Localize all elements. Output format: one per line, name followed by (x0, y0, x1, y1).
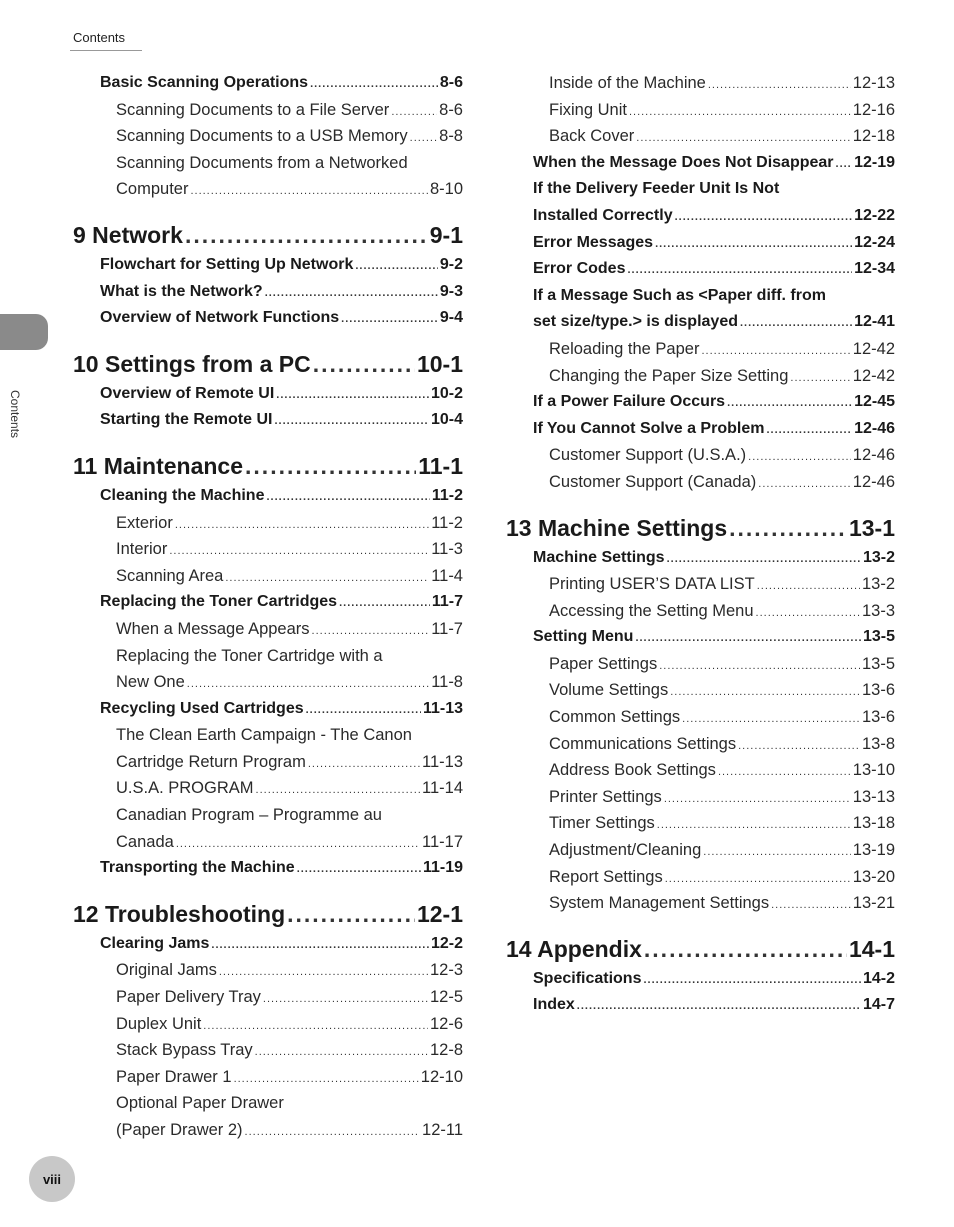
toc-entry-page: 13-5 (862, 628, 895, 646)
dot-leader (727, 389, 852, 417)
toc-section[interactable] (73, 252, 463, 279)
toc-chapter[interactable] (73, 449, 463, 483)
dot-leader (758, 469, 851, 498)
toc-subsection[interactable] (506, 336, 895, 363)
toc-entry-title: Address Book Settings (549, 761, 716, 780)
toc-entry-page: 14-7 (862, 996, 895, 1014)
toc-entry-page: 12-18 (852, 127, 895, 146)
dot-leader (635, 624, 861, 652)
toc-entry-title: Accessing the Setting Menu (549, 601, 754, 620)
toc-entry-page: 11-13 (422, 752, 463, 771)
toc-subsection-title (73, 643, 463, 670)
toc-subsection-title (73, 1090, 463, 1117)
toc-entry-page: 11-13 (422, 699, 463, 717)
toc-subsection[interactable] (506, 731, 895, 758)
toc-entry-page: 13-1 (848, 514, 895, 541)
dot-leader (655, 230, 852, 258)
toc-section[interactable] (73, 305, 463, 332)
toc-section[interactable] (506, 309, 895, 336)
toc-entry-title: Common Settings (549, 708, 681, 727)
toc-subsection[interactable] (73, 616, 463, 643)
toc-subsection-title (73, 722, 463, 749)
toc-subsection[interactable] (73, 749, 463, 776)
toc-entry-page: 11-4 (431, 566, 463, 585)
toc-subsection[interactable] (506, 890, 895, 917)
dot-leader (203, 1011, 428, 1040)
toc-section[interactable] (506, 230, 895, 257)
toc-entry-page: 11-7 (431, 619, 463, 638)
toc-entry-page: 12-46 (852, 472, 895, 491)
toc-chapter[interactable] (73, 218, 463, 252)
toc-entry-title: Scanning Documents to a File Server (116, 100, 390, 119)
toc-section[interactable] (73, 407, 463, 434)
dot-leader (312, 616, 430, 645)
toc-subsection[interactable] (73, 957, 463, 984)
toc-entry-page: 12-6 (429, 1014, 463, 1033)
dot-leader (306, 696, 421, 724)
toc-entry-title: Clearing Jams (100, 934, 210, 952)
toc-entry-page: 12-3 (429, 961, 463, 980)
toc-entry-title: Flowchart for Setting Up Network (100, 255, 354, 273)
dot-leader (169, 536, 429, 565)
toc-entry-page: 12-11 (422, 1121, 463, 1139)
toc-subsection[interactable] (73, 510, 463, 537)
toc-entry-title: 13 Machine Settings (506, 514, 728, 541)
toc-subsection[interactable] (506, 757, 895, 784)
dot-leader (339, 589, 430, 617)
toc-section[interactable] (506, 203, 895, 230)
dot-leader (659, 651, 860, 680)
dot-leader (790, 363, 850, 392)
toc-chapter[interactable] (506, 511, 895, 545)
toc-entry-page: 11-1 (418, 452, 463, 479)
dot-leader (265, 279, 438, 307)
toc-subsection[interactable] (506, 784, 895, 811)
dot-leader (644, 932, 847, 966)
toc-entry-title: Adjustment/Cleaning (549, 841, 702, 860)
dot-leader (748, 442, 851, 471)
toc-entry-title: Overview of Network Functions (100, 309, 340, 327)
dot-leader (667, 545, 861, 573)
toc-subsection[interactable] (73, 1037, 463, 1064)
toc-subsection[interactable] (506, 598, 895, 625)
toc-section[interactable] (506, 545, 895, 572)
toc-entry-title: Paper Drawer 1 (116, 1067, 232, 1086)
toc-entry-title: 14 Appendix (506, 935, 642, 962)
dot-leader (577, 992, 861, 1020)
toc-entry-page: 10-2 (430, 384, 463, 402)
toc-subsection[interactable] (73, 1064, 463, 1091)
dot-leader (355, 252, 438, 280)
toc-subsection[interactable] (73, 536, 463, 563)
dot-leader (729, 511, 847, 545)
toc-subsection[interactable] (73, 176, 463, 203)
toc-entry-title: Back Cover (549, 127, 635, 146)
dot-leader (245, 449, 416, 483)
toc-entry-title: Replacing the Toner Cartridge with a (116, 646, 383, 665)
dot-leader (708, 70, 851, 99)
toc-entry-title: 10 Settings from a PC (73, 350, 311, 377)
toc-entry-title: Printing USER’S DATA LIST (549, 575, 755, 594)
dot-leader (682, 704, 860, 733)
dot-leader (738, 731, 860, 760)
toc-entry-title: Inside of the Machine (549, 74, 706, 92)
toc-entry-title: Canada (116, 832, 174, 851)
toc-subsection[interactable] (506, 97, 895, 124)
toc-entry-title: Scanning Area (116, 566, 224, 585)
toc-entry-title: The Clean Earth Campaign - The Canon (116, 726, 412, 745)
toc-section[interactable] (73, 589, 463, 616)
toc-entry-title: If a Message Such as <Paper diff. from (533, 286, 826, 304)
toc-entry-page: 11-8 (431, 673, 463, 692)
dot-leader (263, 984, 428, 1013)
toc-subsection[interactable] (506, 571, 895, 598)
toc-entry-page: 12-34 (854, 260, 895, 278)
toc-entry-page: 9-2 (439, 255, 463, 273)
toc-entry-title: Exterior (116, 513, 173, 532)
dot-leader (175, 510, 429, 539)
toc-entry-title: Basic Scanning Operations (100, 74, 309, 91)
toc-subsection[interactable] (506, 651, 895, 678)
toc-entry-title: 9 Network (73, 221, 183, 248)
toc-entry-title: If a Power Failure Occurs (533, 393, 726, 411)
toc-right-column (506, 70, 895, 1019)
dot-leader (670, 677, 860, 706)
toc-entry-title: Reloading the Paper (549, 339, 700, 358)
toc-section[interactable] (73, 696, 463, 723)
toc-subsection[interactable] (73, 669, 463, 696)
page-number: viii (42, 1171, 62, 1187)
toc-entry-page: 12-13 (852, 74, 895, 92)
toc-subsection-title (73, 802, 463, 829)
toc-entry-title: Paper Delivery Tray (116, 988, 261, 1007)
toc-subsection[interactable] (506, 864, 895, 891)
toc-entry-title: Transporting the Machine (100, 859, 295, 877)
toc-left-column (73, 70, 463, 1144)
toc-entry-title: 11 Maintenance (73, 452, 244, 479)
dot-leader (287, 897, 415, 931)
toc-entry-page: 13-18 (852, 814, 895, 833)
toc-entry-title: set size/type.> is displayed (533, 313, 738, 331)
toc-entry-title: Interior (116, 540, 168, 559)
toc-entry-page: 9-4 (439, 309, 463, 327)
dot-leader (766, 416, 852, 444)
dot-leader (675, 203, 852, 231)
toc-section[interactable] (73, 931, 463, 958)
toc-entry-title: Canadian Program – Programme au (116, 806, 382, 825)
toc-chapter[interactable] (73, 897, 463, 931)
toc-entry-page: 12-10 (420, 1067, 463, 1086)
toc-entry-title: Duplex Unit (116, 1014, 202, 1033)
toc-entry-title: Recycling Used Cartridges (100, 699, 304, 717)
toc-entry-page: 9-1 (429, 221, 463, 248)
toc-section-title (506, 283, 895, 310)
dot-leader (234, 1064, 419, 1093)
toc-entry-title: Replacing the Toner Cartridges (100, 593, 338, 611)
toc-entry-page: 8-6 (439, 74, 463, 91)
toc-entry-title: Paper Settings (549, 654, 658, 673)
toc-entry-title: New One (116, 673, 185, 692)
toc-entry-page: 13-2 (862, 548, 895, 566)
toc-entry-title: Error Messages (533, 233, 654, 251)
toc-entry-page: 12-42 (852, 339, 895, 358)
dot-leader (274, 407, 429, 435)
dot-leader (771, 890, 851, 919)
dot-leader (219, 957, 428, 986)
toc-entry-page: 13-5 (861, 654, 895, 673)
toc-entry-title: Stack Bypass Tray (116, 1041, 253, 1060)
dot-leader (756, 598, 860, 627)
dot-leader (190, 176, 428, 205)
toc-section[interactable] (506, 150, 895, 177)
toc-entry-page: 11-17 (422, 832, 463, 851)
dot-leader (391, 97, 437, 126)
toc-entry-page: 13-20 (852, 867, 895, 886)
toc-entry-title: If the Delivery Feeder Unit Is Not (533, 180, 780, 198)
toc-subsection[interactable] (73, 1011, 463, 1038)
dot-leader (266, 483, 429, 511)
dot-leader (636, 123, 851, 152)
dot-leader (255, 1037, 428, 1066)
toc-entry-title: Customer Support (U.S.A.) (549, 446, 747, 465)
dot-leader (310, 70, 438, 98)
toc-entry-page: 12-16 (852, 100, 895, 119)
side-tab-label: Contents (8, 390, 22, 439)
toc-subsection[interactable] (73, 775, 463, 802)
toc-entry-page: 11-2 (431, 486, 463, 504)
toc-entry-page: 12-46 (852, 446, 895, 465)
dot-leader (410, 123, 438, 152)
toc-entry-title: Scanning Documents from a Networked (116, 153, 408, 172)
dot-leader (176, 829, 420, 858)
toc-section[interactable] (506, 416, 895, 443)
dot-leader (665, 864, 851, 893)
toc-entry-page: 13-10 (852, 761, 895, 780)
toc-section-title (506, 176, 895, 203)
toc-entry-title: Volume Settings (549, 681, 669, 700)
toc-section[interactable] (506, 624, 895, 651)
header-rule (70, 50, 142, 51)
dot-leader (308, 749, 420, 778)
toc-entry-title: Printer Settings (549, 787, 662, 806)
toc-section[interactable] (506, 992, 895, 1019)
toc-entry-page: 8-8 (439, 127, 463, 146)
toc-section[interactable] (73, 279, 463, 306)
toc-section[interactable] (506, 966, 895, 993)
toc-entry-title: System Management Settings (549, 894, 770, 913)
toc-subsection[interactable] (506, 442, 895, 469)
toc-subsection[interactable] (506, 837, 895, 864)
dot-leader (187, 669, 429, 698)
dot-leader (643, 966, 860, 994)
toc-section[interactable] (506, 389, 895, 416)
toc-entry-page: 12-1 (416, 900, 463, 927)
dot-leader (297, 855, 421, 883)
toc-entry-title: Original Jams (116, 961, 217, 980)
dot-leader (703, 837, 851, 866)
toc-entry-title: Customer Support (Canada) (549, 472, 757, 491)
toc-subsection[interactable] (73, 1117, 463, 1144)
toc-entry-page: 12-2 (430, 934, 463, 952)
toc-entry-title: Installed Correctly (533, 206, 673, 224)
dot-leader (185, 218, 428, 252)
toc-entry-title: Timer Settings (549, 814, 655, 833)
running-header: Contents (73, 30, 126, 45)
toc-entry-title: Machine Settings (533, 548, 665, 566)
toc-entry-title: Index (533, 996, 575, 1014)
toc-section[interactable] (73, 855, 463, 882)
dot-leader (657, 810, 851, 839)
toc-entry-title: Setting Menu (533, 628, 634, 646)
toc-subsection-title (73, 150, 463, 177)
toc-section[interactable] (73, 483, 463, 510)
toc-entry-page: 12-19 (854, 153, 895, 171)
dot-leader (757, 571, 860, 600)
toc-entry-title: 12 Troubleshooting (73, 900, 286, 927)
toc-entry-page: 9-3 (439, 282, 463, 300)
toc-entry-title: Cartridge Return Program (116, 752, 306, 771)
toc-subsection[interactable] (506, 70, 895, 97)
toc-entry-page: 11-19 (422, 859, 463, 877)
toc-entry-title: Starting the Remote UI (100, 411, 273, 429)
toc-entry-title: Computer (116, 180, 189, 199)
toc-entry-title: Overview of Remote UI (100, 384, 275, 402)
toc-entry-page: 11-14 (422, 779, 463, 798)
dot-leader (245, 1117, 420, 1146)
toc-entry-page: 13-21 (852, 894, 895, 913)
dot-leader (664, 784, 851, 813)
toc-subsection[interactable] (506, 123, 895, 150)
dot-leader (701, 336, 850, 365)
toc-entry-title: Report Settings (549, 867, 663, 886)
toc-entry-page: 14-1 (848, 935, 895, 962)
dot-leader (225, 563, 429, 592)
toc-entry-page: 12-41 (854, 313, 895, 331)
toc-entry-page: 13-3 (861, 601, 895, 620)
toc-section[interactable] (73, 381, 463, 408)
toc-entry-page: 13-13 (852, 787, 895, 806)
toc-subsection[interactable] (73, 829, 463, 856)
toc-entry-title: Cleaning the Machine (100, 486, 265, 504)
toc-chapter[interactable] (506, 932, 895, 966)
toc-entry-title: When the Message Does Not Disappear (533, 153, 834, 171)
toc-entry-title: Specifications (533, 969, 642, 987)
toc-entry-page: 10-1 (416, 350, 463, 377)
toc-entry-title: U.S.A. PROGRAM (116, 779, 254, 798)
toc-entry-page: 12-46 (854, 419, 895, 437)
toc-entry-title: Error Codes (533, 260, 626, 278)
toc-entry-title: (Paper Drawer 2) (116, 1121, 243, 1139)
dot-leader (718, 757, 851, 786)
dot-leader (740, 309, 852, 337)
toc-entry-page: 11-7 (431, 593, 463, 611)
toc-subsection[interactable] (73, 563, 463, 590)
toc-subsection[interactable] (506, 704, 895, 731)
dot-leader (211, 931, 429, 959)
toc-entry-page: 8-6 (439, 100, 463, 119)
toc-entry-title: If You Cannot Solve a Problem (533, 419, 765, 437)
toc-section[interactable] (73, 70, 463, 97)
toc-entry-page: 8-10 (429, 180, 463, 199)
dot-leader (256, 775, 420, 804)
toc-entry-page: 12-8 (429, 1041, 463, 1060)
toc-entry-page: 13-19 (852, 841, 895, 860)
toc-entry-page: 11-2 (431, 513, 463, 532)
toc-entry-page: 12-24 (854, 233, 895, 251)
dot-leader (313, 347, 415, 381)
dot-leader (276, 381, 429, 409)
dot-leader (627, 256, 852, 284)
toc-subsection[interactable] (506, 810, 895, 837)
toc-entry-page: 13-6 (861, 681, 895, 700)
toc-entry-title: Scanning Documents to a USB Memory (116, 127, 408, 146)
toc-section[interactable] (506, 256, 895, 283)
toc-entry-page: 12-5 (429, 988, 463, 1007)
toc-subsection[interactable] (506, 363, 895, 390)
toc-entry-page: 12-42 (852, 366, 895, 385)
toc-entry-title: What is the Network? (100, 282, 263, 300)
dot-leader (341, 305, 438, 333)
toc-subsection[interactable] (506, 469, 895, 496)
dot-leader (836, 150, 853, 178)
toc-entry-page: 11-3 (431, 540, 463, 559)
side-tab (0, 314, 48, 350)
toc-entry-page: 13-6 (861, 708, 895, 727)
page-number-badge (29, 1156, 75, 1202)
toc-entry-page: 13-2 (861, 575, 895, 594)
toc-entry-title: Fixing Unit (549, 100, 627, 119)
toc-entry-title: Communications Settings (549, 734, 737, 753)
toc-entry-page: 10-4 (430, 411, 463, 429)
toc-subsection[interactable] (73, 123, 463, 150)
toc-subsection[interactable] (73, 97, 463, 124)
toc-entry-page: 13-8 (861, 734, 895, 753)
toc-entry-title: Changing the Paper Size Setting (549, 366, 789, 385)
toc-entry-page: 12-45 (854, 393, 895, 411)
toc-entry-page: 14-2 (862, 969, 895, 987)
toc-subsection[interactable] (73, 984, 463, 1011)
toc-subsection[interactable] (506, 677, 895, 704)
toc-entry-title: When a Message Appears (116, 619, 310, 638)
toc-entry-title: Optional Paper Drawer (116, 1094, 284, 1113)
toc-chapter[interactable] (73, 347, 463, 381)
dot-leader (629, 97, 851, 126)
toc-entry-page: 12-22 (854, 206, 895, 224)
